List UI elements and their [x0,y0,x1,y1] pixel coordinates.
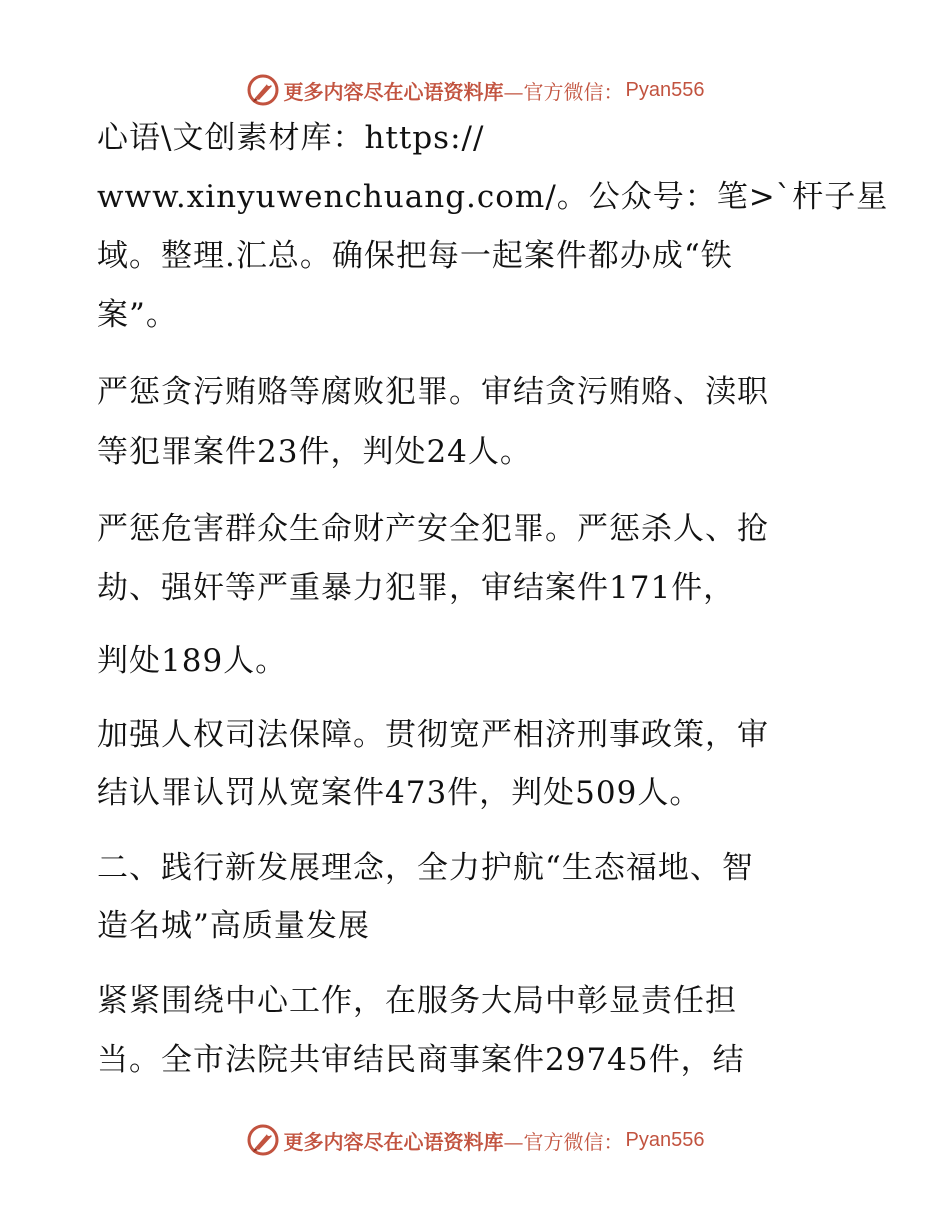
text-line: 严惩贪污贿赂等腐败犯罪。审结贪污贿赂、渎职 [97,374,769,410]
text-line: 结认罪认罚从宽案件473件，判处509人。 [97,775,702,811]
text-line: 紧紧围绕中心工作，在服务大局中彰显责任担 [97,983,737,1019]
pen-logo-icon [246,73,280,107]
text-line: 心语\文创素材库：https:// [97,120,485,156]
banner-title: 更多内容尽在心语资料库 [283,79,504,104]
banner-wechat-id: Pyan556 [625,1128,705,1151]
text-line: www.xinyuwenchuang.com/。公众号：笔>`杆子星 [97,179,889,215]
text-line: 判处189人。 [97,643,288,679]
text-line: 等犯罪案件23件，判处24人。 [97,434,532,470]
text-line: 二、践行新发展理念，全力护航“生态福地、智 [97,850,754,886]
text-line: 域。整理.汇总。确保把每一起案件都办成“铁 [97,238,733,274]
banner-wechat-label: —官方微信： [503,1129,624,1154]
text-line: 当。全市法院共审结民商事案件29745件，结 [97,1042,745,1078]
footer-watermark-banner [0,1120,950,1160]
text-line: 案”。 [97,297,178,333]
banner-wechat-label: —官方微信： [503,79,624,104]
text-line: 加强人权司法保障。贯彻宽严相济刑事政策，审 [97,717,769,753]
banner-title: 更多内容尽在心语资料库 [283,1129,504,1154]
text-line: 造名城”高质量发展 [97,908,370,944]
text-line: 严惩危害群众生命财产安全犯罪。严惩杀人、抢 [97,511,769,547]
header-watermark-banner [0,70,950,110]
text-line: 劫、强奸等严重暴力犯罪，审结案件171件， [97,570,736,606]
banner-wechat-id: Pyan556 [625,78,705,101]
pen-logo-icon [246,1123,280,1157]
